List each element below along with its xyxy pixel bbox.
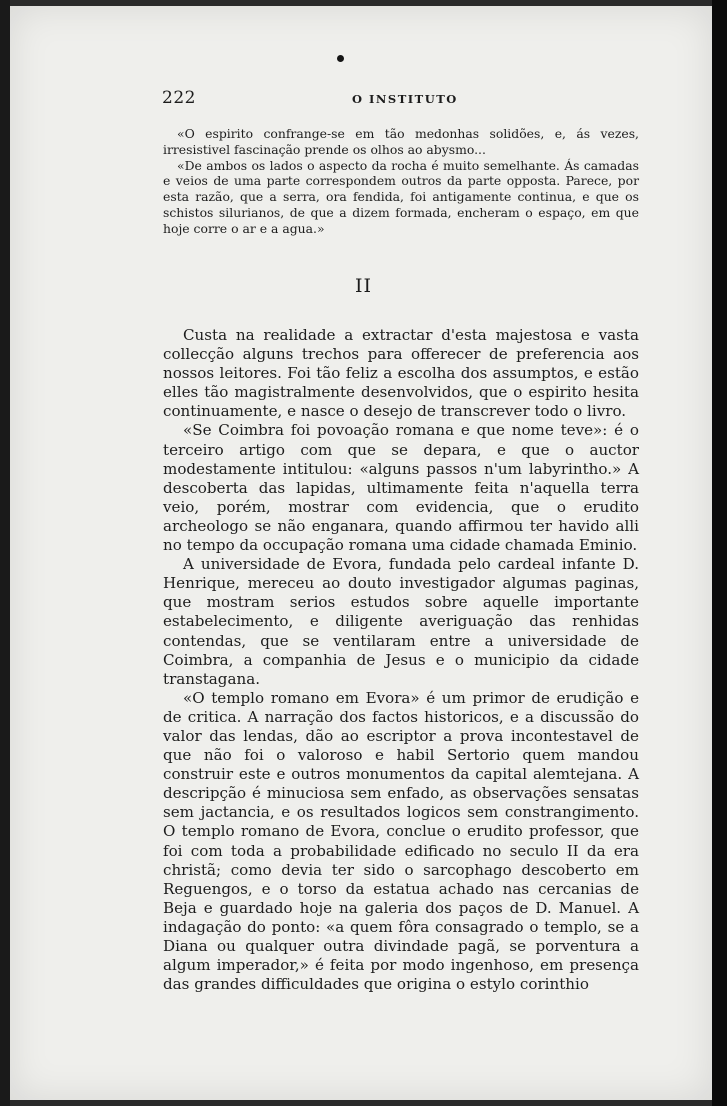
scan-edge-left	[0, 0, 10, 1106]
page-number: 222	[162, 88, 196, 108]
body-paragraph: «Se Coimbra foi povoação romana e que nome teve»: é o terceiro artigo com que se depara, e que o auctor modestamente intitulou: «alguns passos n'um labyrintho.» A descoberta das lapidas, ultimamente feita n'aquella terra veio, porém, mostrar com evidencia, que o erudito archeologo se não enganara, quando affirmou ter havido alli no tempo da occupação romana uma cidade chamada Eminio.	[163, 421, 639, 555]
body-paragraph: «O templo romano em Evora» é um primor de erudição e de critica. A narração dos factos historicos, e a discussão do valor das lendas, dão ao escriptor a prova incontestavel de que não foi o valoroso e habil Sertorio quem mandou construir este e outros monumentos da capital alemtejana. A descripção é minuciosa sem enfado, as observações sensatas sem jactancia, e os resultados logicos sem constrangimento. O templo romano de Evora, conclue o erudito professor, que foi com toda a probabilidade edificado no seculo II da era christã; como devia ter sido o sarcophago descoberto em Reguengos, e o torso da estatua achado nas cercanias de Beja e guardado hoje na galeria dos paços de D. Manuel. A indagação do ponto: «a quem fôra consagrado o templo, se a Diana ou qualquer outra divindade pagã, se porventura a algum imperador,» é feita por modo ingenhoso, em presença das grandes difficuldades que origina o estylo corinthio	[163, 688, 639, 994]
page-header	[162, 88, 638, 110]
ink-dot	[337, 55, 344, 62]
body-text	[163, 326, 639, 994]
scan-edge-right	[712, 0, 727, 1106]
section-heading: II	[354, 275, 372, 297]
quoted-passage	[163, 126, 639, 237]
quote-paragraph: «De ambos os lados o aspecto da rocha é muito semelhante. Ás camadas e veios de uma parte correspondem outros da parte opposta. Parece, por esta razão, que a serra, ora fendida, foi antigamente continua, e que os schistos silurianos, de que a dizem formada, encheram o espaço, em que hoje corre o ar e a agua.»	[163, 157, 639, 236]
quote-paragraph: «O espirito confrange-se em tão medonhas solidões, e, ás vezes, irresistivel fascinação prende os olhos ao abysmo...	[163, 126, 639, 157]
running-title: O INSTITUTO	[352, 92, 458, 106]
body-paragraph: A universidade de Evora, fundada pelo cardeal infante D. Henrique, mereceu ao douto investigador algumas paginas, que mostram serios estudos sobre aquelle importante estabelecimento, e diligente averiguação das renhidas contendas, que se ventilaram entre a universidade de Coimbra, a companhia de Jesus e o municipio da cidade transtagana.	[163, 555, 639, 688]
body-paragraph: Custa na realidade a extractar d'esta majestosa e vasta collecção alguns trechos para offerecer de preferencia aos nossos leitores. Foi tão feliz a escolha dos assumptos, e estão elles tão magistralmente desenvolvidos, que o espirito hesita continuamente, e nasce o desejo de transcrever todo o livro.	[163, 326, 639, 421]
